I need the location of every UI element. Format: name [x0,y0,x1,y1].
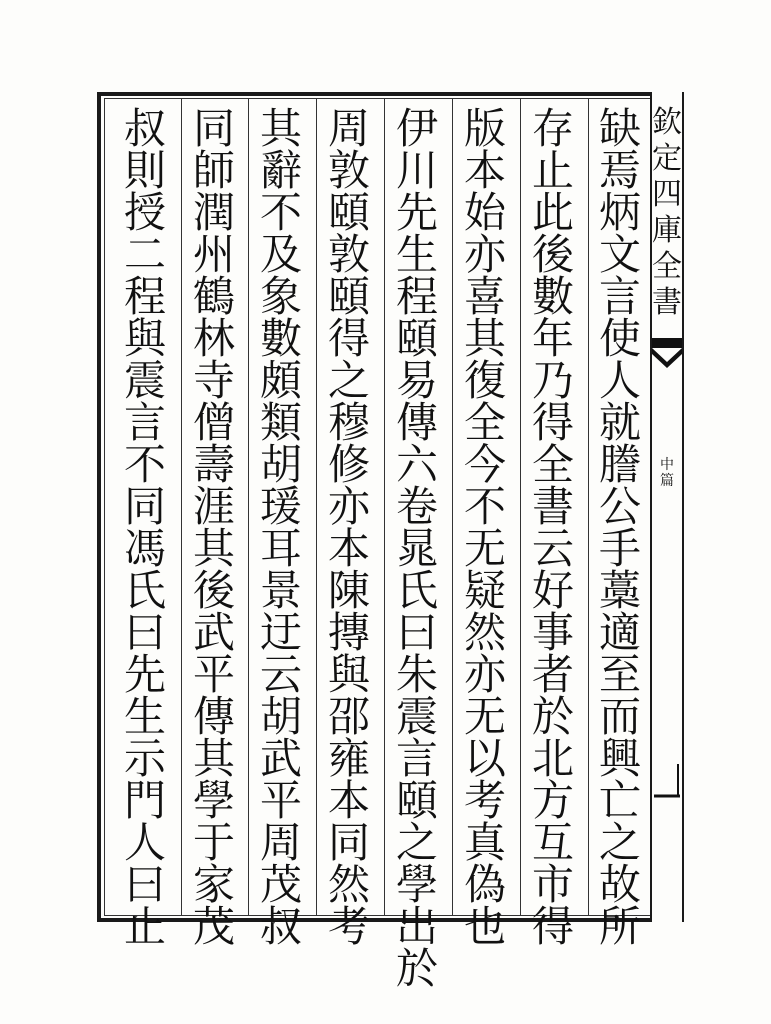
text-char: 程 [123,272,166,321]
text-char: 北 [531,734,574,783]
text-char: 傳 [395,398,438,447]
text-column-6 [250,104,312,951]
text-char: 武 [259,734,302,783]
text-char: 炳 [598,188,641,237]
text-char: 師 [192,146,235,195]
text-char: 同 [327,818,370,867]
text-char: 就 [598,398,641,447]
text-char: 无 [463,524,506,573]
text-char: 叔 [123,104,166,153]
text-char: 則 [123,146,166,195]
margin-bottom-bracket-icon [652,760,682,798]
column-divider [248,98,249,916]
text-char: 亦 [463,230,506,279]
text-char: 云 [259,650,302,699]
text-char: 乃 [531,356,574,405]
text-char: 後 [531,230,574,279]
text-char: 人 [123,818,166,867]
text-column-4 [386,104,448,993]
text-char: 也 [463,902,506,951]
text-char: 於 [531,692,574,741]
text-char: 公 [598,482,641,531]
text-char: 胡 [259,692,302,741]
text-char: 家 [192,860,235,909]
text-column-7 [183,104,245,951]
text-char: 始 [463,188,506,237]
text-char: 全 [531,440,574,489]
text-char: 版 [463,104,506,153]
text-char: 于 [192,818,235,867]
margin-title-char: 庫 [652,213,682,248]
text-char: 之 [395,818,438,867]
text-char: 缺 [598,104,641,153]
text-column-1 [589,104,651,951]
text-char: 氏 [395,566,438,615]
text-char: 於 [395,944,438,993]
text-char: 潤 [192,188,235,237]
text-char: 同 [123,482,166,531]
text-char: 類 [259,398,302,447]
text-char: 不 [123,440,166,489]
text-char: 卷 [395,482,438,531]
text-char: 示 [123,734,166,783]
fish-tail-mark-icon [652,338,682,378]
text-char: 敦 [327,146,370,195]
text-char: 鶴 [192,272,235,321]
text-char: 其 [463,314,506,363]
text-char: 至 [598,650,641,699]
text-char: 此 [531,188,574,237]
text-char: 伊 [395,104,438,153]
text-char: 傳 [192,692,235,741]
text-char: 手 [598,524,641,573]
text-char: 頤 [395,314,438,363]
text-char: 先 [123,650,166,699]
text-char: 數 [259,314,302,363]
text-char: 修 [327,440,370,489]
text-char: 亦 [463,650,506,699]
text-char: 亦 [327,482,370,531]
text-char: 涯 [192,482,235,531]
text-char: 穆 [327,398,370,447]
text-char: 壽 [192,440,235,489]
text-char: 數 [531,272,574,321]
text-char: 得 [327,314,370,363]
text-char: 市 [531,860,574,909]
text-char: 周 [327,104,370,153]
text-char: 而 [598,692,641,741]
text-char: 言 [598,272,641,321]
text-char: 雍 [327,734,370,783]
text-char: 易 [395,356,438,405]
text-char: 得 [531,902,574,951]
margin-section-label [654,458,680,490]
column-divider [181,98,182,916]
text-char: 茂 [259,860,302,909]
text-char: 迂 [259,608,302,657]
text-char: 震 [395,692,438,741]
text-char: 曰 [395,608,438,657]
text-char: 全 [463,398,506,447]
text-char: 川 [395,146,438,195]
text-char: 武 [192,608,235,657]
text-char: 興 [598,734,641,783]
text-char: 亡 [598,776,641,825]
text-char: 人 [598,356,641,405]
text-char: 敦 [327,230,370,279]
margin-title-char: 欽 [652,105,682,140]
text-char: 之 [327,356,370,405]
text-char: 頤 [395,776,438,825]
text-char: 偽 [463,860,506,909]
margin-section-char: 篇 [660,473,674,489]
text-char: 瑗 [259,482,302,531]
column-divider [316,98,317,916]
text-char: 止 [123,902,166,951]
text-char: 馮 [123,524,166,573]
text-char: 言 [123,398,166,447]
text-char: 晁 [395,524,438,573]
column-divider [520,98,521,916]
text-char: 六 [395,440,438,489]
column-divider [384,98,385,916]
margin-book-title [652,105,682,324]
margin-title-char: 四 [652,177,682,212]
margin-title-char: 定 [652,141,682,176]
text-char: 及 [259,230,302,279]
text-char: 然 [463,608,506,657]
text-char: 真 [463,818,506,867]
text-char: 其 [192,524,235,573]
text-char: 年 [531,314,574,363]
text-char: 考 [463,776,506,825]
text-char: 學 [192,776,235,825]
text-char: 氏 [123,566,166,615]
text-column-5 [318,104,380,951]
text-char: 焉 [598,146,641,195]
text-char: 言 [395,734,438,783]
text-char: 胡 [259,440,302,489]
text-char: 不 [259,188,302,237]
text-char: 與 [327,650,370,699]
text-char: 存 [531,104,574,153]
text-char: 程 [395,272,438,321]
text-char: 頤 [327,272,370,321]
text-char: 學 [395,860,438,909]
text-char: 考 [327,902,370,951]
text-column-2 [522,104,584,951]
text-char: 曰 [123,860,166,909]
text-char: 故 [598,860,641,909]
text-char: 无 [463,692,506,741]
text-char: 寺 [192,356,235,405]
text-char: 本 [463,146,506,195]
text-char: 震 [123,356,166,405]
text-char: 授 [123,188,166,237]
text-char: 頤 [327,188,370,237]
text-char: 州 [192,230,235,279]
text-char: 本 [327,524,370,573]
text-char: 不 [463,482,506,531]
text-char: 使 [598,314,641,363]
text-char: 喜 [463,272,506,321]
text-char: 門 [123,776,166,825]
text-char: 茂 [192,902,235,951]
text-char: 止 [531,146,574,195]
text-char: 然 [327,860,370,909]
text-char: 景 [259,566,302,615]
text-char: 之 [598,818,641,867]
text-char: 書 [531,482,574,531]
text-char: 同 [192,104,235,153]
text-char: 平 [259,776,302,825]
text-char: 今 [463,440,506,489]
text-char: 二 [123,230,166,279]
text-char: 疑 [463,566,506,615]
text-char: 象 [259,272,302,321]
text-char: 所 [598,902,641,951]
text-char: 叔 [259,902,302,951]
text-char: 平 [192,650,235,699]
text-char: 僧 [192,398,235,447]
text-char: 互 [531,818,574,867]
text-char: 林 [192,314,235,363]
text-char: 耳 [259,524,302,573]
text-char: 以 [463,734,506,783]
text-char: 云 [531,524,574,573]
text-column-8 [114,104,176,951]
text-char: 方 [531,776,574,825]
text-char: 謄 [598,440,641,489]
text-char: 先 [395,188,438,237]
text-char: 與 [123,314,166,363]
text-char: 後 [192,566,235,615]
text-char: 朱 [395,650,438,699]
margin-title-char: 全 [652,249,682,284]
text-char: 生 [395,230,438,279]
text-char: 者 [531,650,574,699]
text-char: 陳 [327,566,370,615]
text-char: 其 [192,734,235,783]
text-char: 藁 [598,566,641,615]
text-char: 周 [259,818,302,867]
text-char: 頗 [259,356,302,405]
margin-title-char: 書 [652,285,682,320]
text-char: 好 [531,566,574,615]
text-char: 摶 [327,608,370,657]
margin-section-char: 中 [660,457,674,473]
text-char: 邵 [327,692,370,741]
text-char: 辭 [259,146,302,195]
text-char: 其 [259,104,302,153]
text-char: 適 [598,608,641,657]
column-divider [452,98,453,916]
text-char: 復 [463,356,506,405]
text-char: 事 [531,608,574,657]
text-column-3 [454,104,516,951]
text-char: 文 [598,230,641,279]
text-char: 曰 [123,608,166,657]
text-char: 得 [531,398,574,447]
text-char: 出 [395,902,438,951]
text-char: 本 [327,776,370,825]
text-char: 生 [123,692,166,741]
